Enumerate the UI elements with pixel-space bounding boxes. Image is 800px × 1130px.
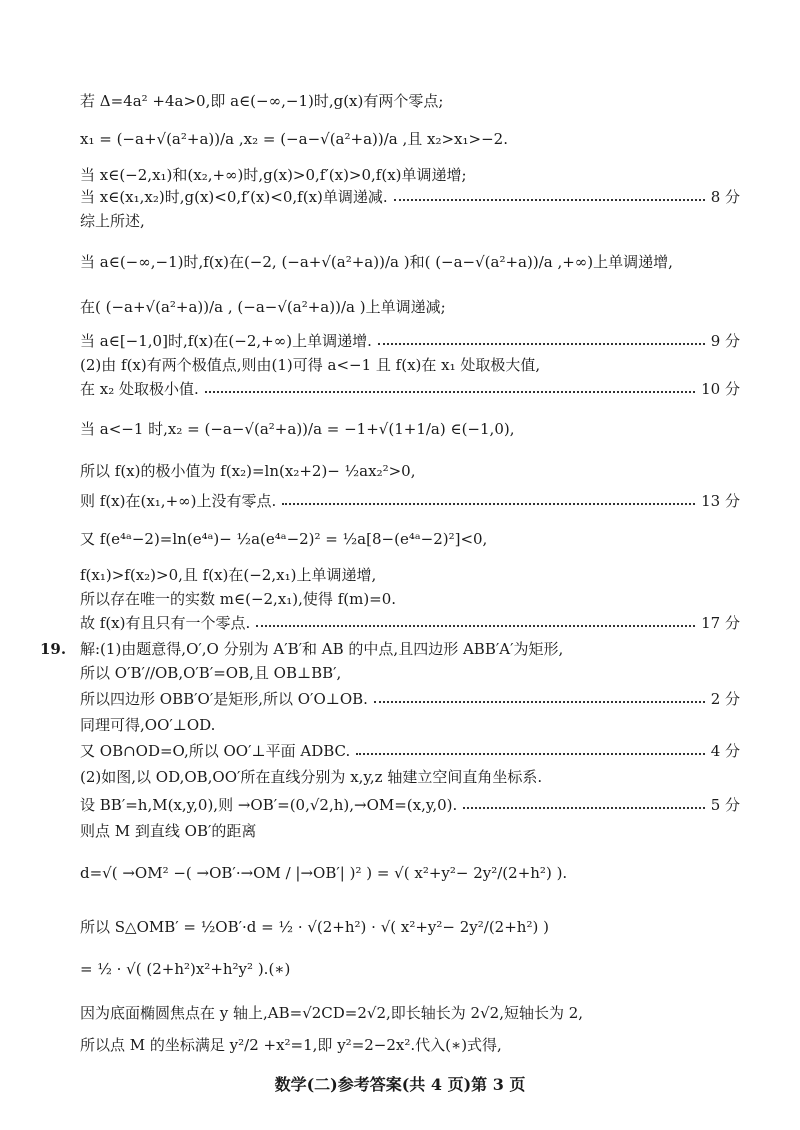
line-text: f(x₁)>f(x₂)>0,且 f(x)在(−2,x₁)上单调递增, <box>80 566 377 584</box>
solution-line <box>80 640 740 658</box>
line-text: 同理可得,OO′⊥OD. <box>80 716 216 734</box>
line-text: 又 OB∩OD=O,所以 OO′⊥平面 ADBC. <box>80 742 351 760</box>
solution-line <box>80 768 740 786</box>
solution-line <box>80 332 740 350</box>
line-text: 当 a∈[−1,0]时,f(x)在(−2,+∞)上单调递增. <box>80 332 372 350</box>
score-label: 17 分 <box>701 614 740 632</box>
line-text: 当 x∈(−2,x₁)和(x₂,+∞)时,g(x)>0,f′(x)>0,f(x)单调递增; <box>80 166 467 184</box>
line-text: 当 x∈(x₁,x₂)时,g(x)<0,f′(x)<0,f(x)单调递减. <box>80 188 388 206</box>
solution-line <box>80 420 740 438</box>
line-text: 所以 O′B′//OB,O′B′=OB,且 OB⊥BB′, <box>80 664 342 682</box>
line-text: 所以四边形 OBB′O′是矩形,所以 O′O⊥OB. <box>80 690 368 708</box>
solution-line <box>80 716 740 734</box>
solution-line <box>80 188 740 206</box>
line-text: 在 x₂ 处取极小值. <box>80 380 199 398</box>
line-text: 所以 f(x)的极小值为 f(x₂)=ln(x₂+2)− ½ax₂²>0, <box>80 462 416 480</box>
line-text: 所以点 M 的坐标满足 y²/2 +x²=1,即 y²=2−2x².代入(∗)式得, <box>80 1036 502 1054</box>
score-label: 2 分 <box>710 690 740 708</box>
line-text: 设 BB′=h,M(x,y,0),则 →OB′=(0,√2,h),→OM=(x,y,0). <box>80 796 458 814</box>
line-text: 则点 M 到直线 OB′的距离 <box>80 822 257 840</box>
dot-leader <box>463 807 704 809</box>
solution-line <box>80 864 740 882</box>
dot-leader <box>394 199 705 201</box>
line-text: 则 f(x)在(x₁,+∞)上没有零点. <box>80 492 277 510</box>
solution-line <box>80 356 740 374</box>
line-text: d=√( →OM² −( →OB′·→OM / |→OB′| )² ) = √( x²+y²− 2y²/(2+h²) ). <box>80 864 568 882</box>
solution-line <box>80 664 740 682</box>
solution-line <box>80 130 740 148</box>
solution-line <box>80 1036 740 1054</box>
solution-line <box>80 92 740 110</box>
score-label: 5 分 <box>710 796 740 814</box>
line-text: 故 f(x)有且只有一个零点. <box>80 614 251 632</box>
line-text: (2)如图,以 OD,OB,OO′所在直线分别为 x,y,z 轴建立空间直角坐标系. <box>80 768 543 786</box>
dot-leader <box>374 701 705 703</box>
score-label: 8 分 <box>710 188 740 206</box>
dot-leader <box>378 343 705 345</box>
dot-leader <box>356 753 704 755</box>
line-text: 解:(1)由题意得,O′,O 分别为 A′B′和 AB 的中点,且四边形 ABB′A′为矩形, <box>80 640 564 658</box>
line-text: = ½ · √( (2+h²)x²+h²y² ).(∗) <box>80 960 291 978</box>
line-text: 又 f(e⁴ᵃ−2)=ln(e⁴ᵃ)− ½a(e⁴ᵃ−2)² = ½a[8−(e⁴ᵃ−2)²]<0, <box>80 530 488 548</box>
solution-line <box>80 212 740 230</box>
solution-line <box>80 918 740 936</box>
score-label: 13 分 <box>701 492 740 510</box>
solution-line <box>80 960 740 978</box>
dot-leader <box>205 391 695 393</box>
score-label: 10 分 <box>701 380 740 398</box>
solution-line <box>80 380 740 398</box>
solution-line <box>80 492 740 510</box>
solution-line <box>80 590 740 608</box>
solution-line <box>80 796 740 814</box>
solution-line <box>80 298 740 316</box>
line-text: 所以存在唯一的实数 m∈(−2,x₁),使得 f(m)=0. <box>80 590 397 608</box>
solution-line <box>80 690 740 708</box>
line-text: (2)由 f(x)有两个极值点,则由(1)可得 a<−1 且 f(x)在 x₁ 处取极大值, <box>80 356 541 374</box>
solution-line <box>80 1004 740 1022</box>
line-text: 当 a∈(−∞,−1)时,f(x)在(−2, (−a+√(a²+a))/a )和( (−a−√(a²+a))/a ,+∞)上单调递增, <box>80 253 673 271</box>
line-text: 在( (−a+√(a²+a))/a , (−a−√(a²+a))/a )上单调递减; <box>80 298 446 316</box>
solution-line <box>80 822 740 840</box>
line-text: 综上所述, <box>80 212 145 230</box>
solution-line <box>80 166 740 184</box>
solution-line <box>80 530 740 548</box>
dot-leader <box>282 503 695 505</box>
score-label: 4 分 <box>710 742 740 760</box>
line-text: 若 Δ=4a² +4a>0,即 a∈(−∞,−1)时,g(x)有两个零点; <box>80 92 444 110</box>
solution-line <box>80 253 740 271</box>
solution-line <box>80 566 740 584</box>
score-label: 9 分 <box>710 332 740 350</box>
solution-line <box>80 742 740 760</box>
solution-line <box>80 614 740 632</box>
page-footer: 数学(二)参考答案(共 4 页)第 3 页 <box>274 1075 526 1094</box>
question-number: 19. <box>40 640 67 658</box>
dot-leader <box>256 625 695 627</box>
solution-line <box>80 462 740 480</box>
line-text: 当 a<−1 时,x₂ = (−a−√(a²+a))/a = −1+√(1+1/a) ∈(−1,0), <box>80 420 515 438</box>
line-text: 因为底面椭圆焦点在 y 轴上,AB=√2CD=2√2,即长轴长为 2√2,短轴长为 2, <box>80 1004 584 1022</box>
line-text: 所以 S△OMB′ = ½OB′·d = ½ · √(2+h²) · √( x²+y²− 2y²/(2+h²) ) <box>80 918 549 936</box>
line-text: x₁ = (−a+√(a²+a))/a ,x₂ = (−a−√(a²+a))/a ,且 x₂>x₁>−2. <box>80 130 508 148</box>
